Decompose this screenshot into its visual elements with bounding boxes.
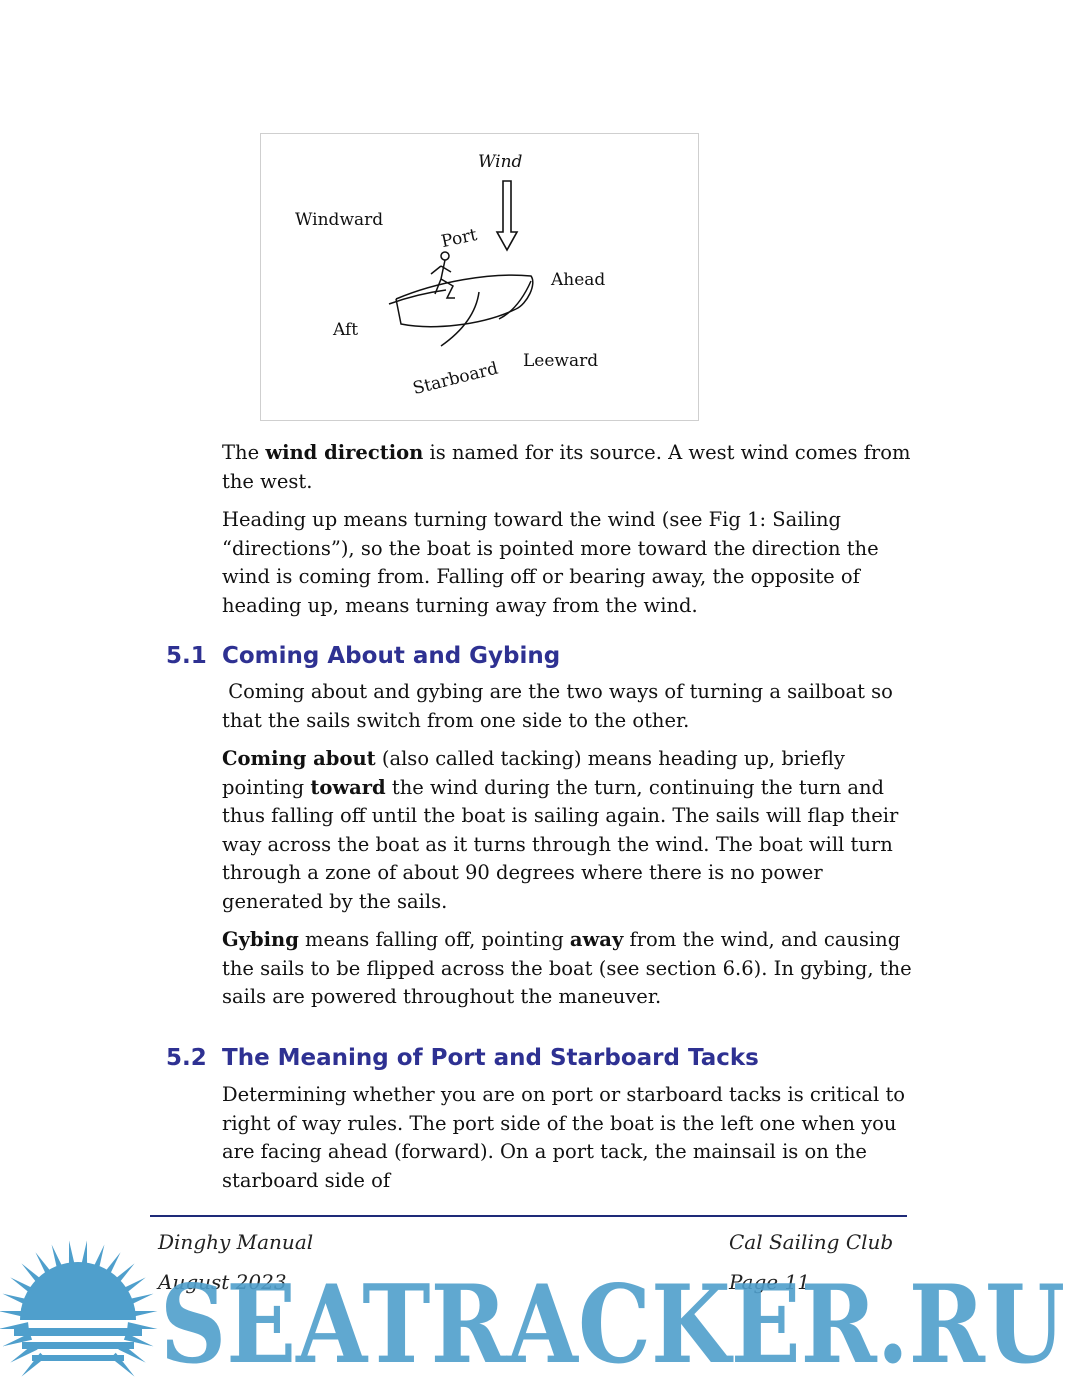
intro-text (222, 439, 922, 630)
gybing-paragraph: Gybing means falling off, pointing away from the wind, and causing the sails to be flipped across the boat (see section 6.6). In gybing, the sails are powered throughout the maneuver. (222, 928, 912, 1008)
section-5-2-text (222, 1081, 922, 1205)
coming-about-paragraph: Coming about (also called tacking) means heading up, briefly pointing toward the wind during the turn, continuing the turn and thus falling off until the boat is sailing again. The sails will flap their way across the boat as it turns through the wind. The boat will turn through a zone of about 90 degrees where there is no power generated by the sails. (222, 747, 899, 913)
windward-label: Windward (295, 210, 384, 230)
wind-arrow-icon (497, 181, 517, 250)
starboard-label: Starboard (410, 358, 501, 400)
section-number: 5.1 (166, 643, 207, 669)
section-5-2-heading (166, 1045, 759, 1071)
port-starboard-paragraph: Determining whether you are on port or starboard tacks is critical to right of way rules. The port side of the boat is the left one when you are facing ahead (forward). On a port tack, the mainsail is on the starboard side of (222, 1083, 906, 1192)
footer-manual-title: Dinghy Manual (158, 1230, 314, 1254)
section-number: 5.2 (166, 1045, 207, 1071)
sailing-directions-diagram (261, 134, 698, 420)
sailing-directions-figure (260, 133, 699, 421)
watermark (0, 1232, 1080, 1397)
footer-date: August 2023 (158, 1270, 287, 1294)
section-5-1-text (222, 678, 922, 1022)
boat-sketch-icon (389, 252, 533, 346)
aft-label: Aft (333, 320, 359, 340)
port-label: Port (439, 225, 479, 253)
footer-page-number: Page 11 (729, 1270, 810, 1294)
ahead-label: Ahead (551, 270, 606, 290)
leeward-label: Leeward (523, 351, 599, 371)
watermark-text: SEATRACKER.RU (160, 1262, 1065, 1388)
heading-up-paragraph: Heading up means turning toward the wind (see Fig 1: Sailing “directions”), so the boat is pointed more toward the direction the wind is coming from. Falling off or bearing away, the opposite of heading up, means turning away from the wind. (222, 508, 879, 617)
section-title: Coming About and Gybing (222, 643, 561, 669)
sun-logo-icon (0, 1241, 157, 1377)
wind-label: Wind (478, 152, 523, 172)
section-5-1-heading (166, 643, 560, 669)
footer-club-name: Cal Sailing Club (729, 1230, 894, 1254)
turning-paragraph: Coming about and gybing are the two ways of turning a sailboat so that the sails switch from one side to the other. (222, 680, 900, 732)
section-title: The Meaning of Port and Starboard Tacks (222, 1045, 759, 1071)
footer-divider (150, 1215, 907, 1217)
wind-direction-paragraph: The wind direction is named for its source. A west wind comes from the west. (222, 441, 911, 493)
